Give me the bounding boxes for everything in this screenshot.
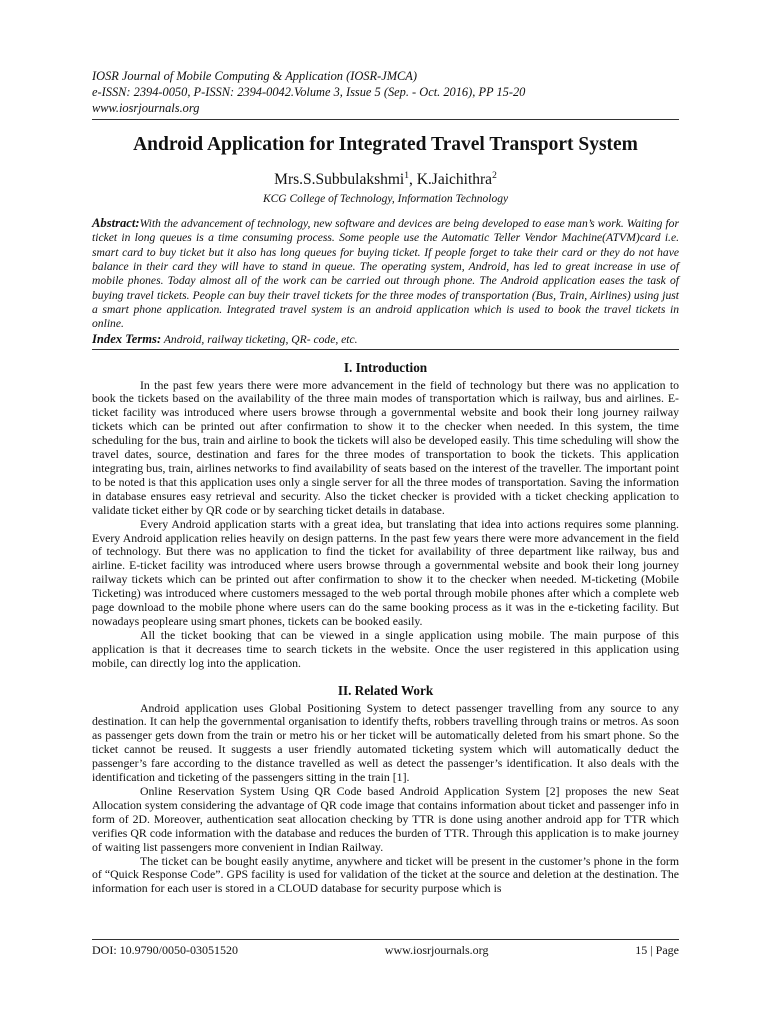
section-related-work: [92, 683, 679, 897]
index-terms-label: Index Terms:: [92, 331, 162, 346]
paper-title: Android Application for Integrated Travel Transport System: [133, 134, 638, 155]
footer-page-number: 15 | Page: [635, 943, 679, 957]
author-line: [92, 167, 679, 189]
paper-page: [92, 68, 679, 896]
footer-doi: DOI: 10.9790/0050-03051520: [92, 943, 238, 957]
affiliation: KCG College of Technology, Information Technology: [262, 193, 509, 206]
footer-website: www.iosrjournals.org: [384, 943, 489, 957]
author-name: K.Jaichithra: [416, 171, 493, 189]
header-divider: [92, 119, 679, 120]
author-separator: ,: [408, 171, 417, 189]
body-paragraph: In the past few years there were more advancement in the field of technology but there was no application to book the tickets based on the availability of the three main modes of transportation which is railway, bus and airlines. E-ticket facility was introduced where users browse through a governmental website and book their long journey railway tickets which can be printed out after confirmation to show it to the checker when needed. In this system, the time scheduling for the bus, train and airline to book the tickets will also be developed easily. This time scheduling will show the travel dates, source, destination and fares for the three modes of transportation to book the tickets. This application integrating bus, train, airlines networks to find availability of seats based on the interest of the traveller. The important point to be noted is that this application uses only a single server for all the three modes of transportation. Saving the information in database ensures easy retrieval and security. Also the ticket checker is provided with a ticket checking application to validate ticket either by QR code or by searching ticket details in database.: [92, 377, 679, 517]
journal-header: [92, 68, 679, 116]
body-paragraph: Every Android application starts with a great idea, but translating that idea into actions requires some planning. Every Android application relies heavily on design patterns. In the past few years there were more advancement in the field of technology. But there was no application to find the ticket for availability of three department like railway, bus and airline. E-ticket facility was introduced where users browse through a governmental website and book their long journey railway tickets which can be printed out after confirmation to show it to the checker when needed. M-ticketing (Mobile Ticketing) was introduced where customers messaged to the web portal through mobile phones after which a complete web page download to the mobile phone where users can do the same booking process as it was in the e-ticketing facility. But nowadays peopleare using smart phones, tickets can be booked easily.: [92, 516, 679, 628]
journal-name: IOSR Journal of Mobile Computing & Application (IOSR-JMCA): [92, 69, 417, 83]
index-terms-text: Android, railway ticketing, QR- code, etc.: [161, 332, 358, 346]
index-terms: [92, 332, 679, 347]
body-paragraph: All the ticket booking that can be viewed in a single application using mobile. The main purpose of this application is that it decreases time to search tickets in the website. Once the user registered in this application using mobile, can directly log into the application.: [92, 627, 679, 670]
body-paragraph: Android application uses Global Positioning System to detect passenger travelling from any source to any destination. It can help the governmental organisation to identify thefts, robbers travelling through trains or metros. As soon as passenger gets down from the train or metro his or her ticket will be automatically deleted from his smart phone. So the ticket cannot be reused. It suggests a user friendly automated ticketing system which will automatically deduct the passenger’s fare according to the distance travelled as well as detect the passenger’s identification. It also deals with the identification and ticketing of the passengers sitting in the train [1].: [92, 700, 679, 785]
author-affiliation-mark: 1: [404, 171, 409, 181]
abstract-label: Abstract:: [92, 216, 140, 231]
section-introduction: [92, 360, 679, 671]
journal-website: www.iosrjournals.org: [92, 101, 200, 115]
abstract-text: With the advancement of technology, new software and devices are being developed to ease man’s work. Waiting for ticket in long queues is a time consuming process. Some people use the Automatic Teller Vendor Machine(ATVM)card i.e. smart card to buy ticket but it also has long queues for buying ticket. If people forget to take their card or they do not have balance in their card they will have to stand in queue. The operating system, Android, has led to great increase in use of mobile phones. Today almost all of the work can be carried out through phone. The Android application eases the task of buying travel tickets. People can buy their travel tickets for the three modes of transportation (Bus, Train, Airlines) using just a smart phone application. Integrated travel system is an android application which is used to book the travel tickets in online.: [92, 217, 679, 331]
section-heading: II. Related Work: [337, 682, 434, 698]
body-paragraph: Online Reservation System Using QR Code based Android Application System [2] proposes the new Seat Allocation system considering the advantage of QR code image that contains information about ticket and passenger info in form of 2D. Moreover, authentication seat allocation checking by TTR is done using another android app for TTR which verifies QR code information with the database and reduces the burden of TTR. Through this application is to make journey of waiting list passengers more convenient in Indian Railway.: [92, 784, 679, 854]
section-heading: I. Introduction: [343, 359, 428, 375]
author-name: Mrs.S.Subbulakshmi: [274, 171, 405, 189]
page-footer: [92, 939, 679, 958]
abstract: [92, 216, 679, 331]
body-paragraph: The ticket can be bought easily anytime, anywhere and ticket will be present in the customer’s phone in the form of “Quick Response Code”. GPS facility is used for validation of the ticket at the source and deletion at the destination. The information for each user is stored in a CLOUD database for security purpose which is: [92, 853, 679, 896]
abstract-divider: [92, 349, 679, 350]
author-affiliation-mark: 2: [492, 171, 497, 181]
journal-issn: e-ISSN: 2394-0050, P-ISSN: 2394-0042.Volume 3, Issue 5 (Sep. - Oct. 2016), PP 15-20: [92, 85, 526, 99]
